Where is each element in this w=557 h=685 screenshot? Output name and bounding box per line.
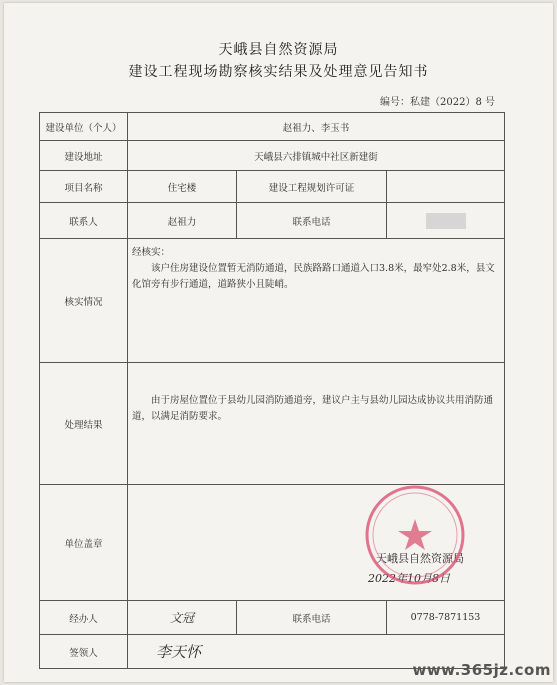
value-contact-phone	[387, 203, 505, 239]
label-verification: 核实情况	[40, 239, 128, 363]
handler-signature: 文冠	[169, 611, 194, 625]
table-row	[40, 171, 505, 203]
value-project-name: 住宅楼	[128, 171, 237, 203]
seal-date: 2022年10月8日	[368, 572, 450, 585]
table-row	[40, 239, 505, 363]
table-row	[40, 601, 505, 635]
seal-org-name: 天峨县自然资源局	[376, 552, 464, 565]
label-planning-permit: 建设工程规划许可证	[237, 171, 387, 203]
handling-result-body: 由于房屋位置位于县幼儿园消防通道旁，建议户主与县幼儿园达成协议共用消防通道，以满足消防要求。	[132, 395, 494, 422]
label-handling-result: 处理结果	[40, 363, 128, 485]
table-row	[40, 203, 505, 239]
document-number: 编号：私建（2022）8 号	[380, 97, 495, 108]
table-row	[40, 113, 505, 141]
verification-body: 该户住房建设位置暂无消防通道，民族路路口通道入口3.8米，最窄处2.8米，县文化馆旁有步行通道，道路狭小且陡峭。	[132, 263, 495, 290]
table-row	[40, 363, 505, 485]
handling-result-content	[128, 363, 505, 485]
table-row	[40, 141, 505, 171]
verification-heading: 经核实：	[132, 247, 171, 258]
document-title-line2: 建设工程现场勘察核实结果及处理意见告知书	[128, 64, 429, 80]
value-construction-unit: 赵祖力、李玉书	[128, 113, 505, 141]
document-title-line1: 天峨县自然资源局	[218, 42, 339, 58]
receiver-signature: 李天怀	[156, 643, 202, 661]
label-project-name: 项目名称	[40, 171, 128, 203]
value-planning-permit	[387, 171, 505, 203]
site-watermark: www.365jz.com	[412, 661, 551, 679]
redacted-phone-block	[426, 213, 466, 229]
label-construction-unit: 建设单位（个人）	[40, 113, 128, 141]
handler-signature-cell	[128, 601, 237, 635]
document-page	[4, 3, 553, 682]
label-construction-address: 建设地址	[40, 141, 128, 171]
value-contact-person: 赵祖力	[128, 203, 237, 239]
value-construction-address: 天峨县六排镇城中社区新建街	[128, 141, 505, 171]
label-contact-person: 联系人	[40, 203, 128, 239]
label-receiver: 签领人	[40, 635, 128, 669]
label-unit-seal: 单位盖章	[40, 485, 128, 601]
verification-content	[128, 239, 505, 363]
value-handler-phone: 0778-7871153	[387, 601, 505, 635]
official-seal-stamp	[359, 479, 471, 591]
label-handler: 经办人	[40, 601, 128, 635]
label-contact-phone: 联系电话	[237, 203, 387, 239]
label-handler-phone: 联系电话	[237, 601, 387, 635]
seal-star-icon	[398, 519, 432, 550]
